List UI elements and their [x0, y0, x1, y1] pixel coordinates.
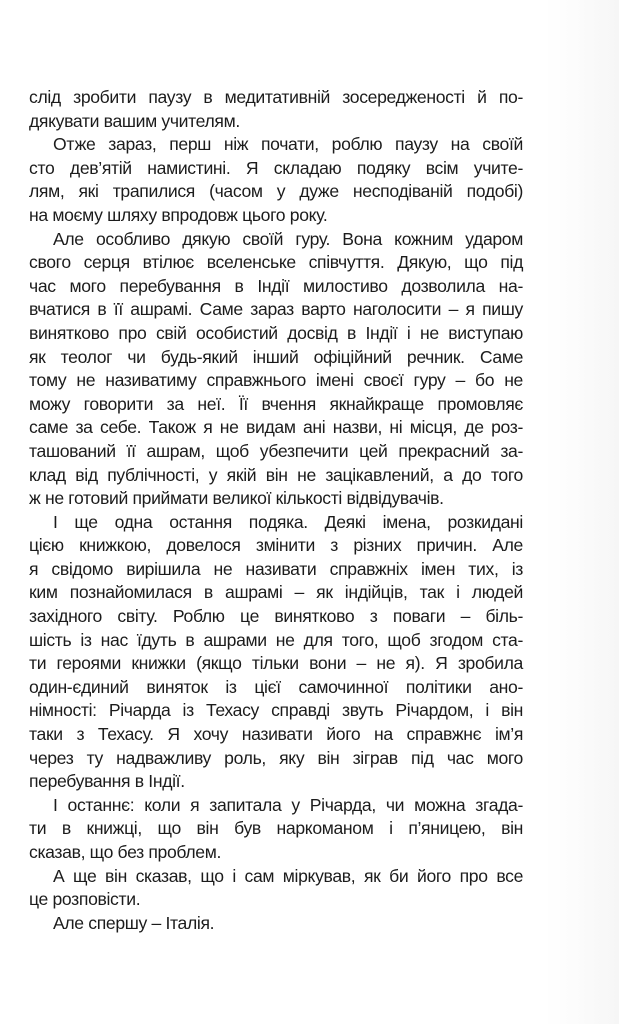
text-line: західного світу. Роблю це винятково з поваги – біль- [29, 606, 523, 627]
text-line: я свідомо вирішила не називати справжніх імен тих, із [29, 558, 523, 579]
text-line: тому не називатиму справжнього імені своєї гуру – бо не [29, 370, 523, 391]
text-line: ти героями книжки (якщо тільки вони – не я). Я зробила [29, 653, 523, 674]
text-line: саме за себе. Також я не видам ані назви, ні місця, де роз- [29, 417, 523, 438]
text-line: Отже зараз, перш ніж почати, роблю паузу на своїй [53, 134, 523, 155]
text-line: клад від публічності, у якій він не зацікавлений, а до того [29, 464, 523, 485]
text-line: І ще одна остання подяка. Деякі імена, розкидані [53, 511, 523, 532]
text-line: слід зробити паузу в медитативній зосередженості й по- [29, 87, 523, 107]
text-line: це розповісти. [29, 889, 141, 910]
text-line: через ту надважливу роль, яку він зіграв під час мого [29, 747, 523, 768]
text-line: свого серця втілює вселенське співчуття. Дякую, що під [29, 252, 523, 273]
text-line: дякувати вашим учителям. [29, 110, 240, 131]
text-line: таки з Техасу. Я хочу називати його на справжнє ім’я [29, 724, 523, 745]
text-line: І останнє: коли я запитала у Річарда, чи можна згада- [53, 794, 523, 815]
text-line: один-єдиний виняток із цієї самочинної політики ано- [29, 676, 523, 697]
text-line: Але спершу – Італія. [53, 912, 215, 933]
text-line: цією книжкою, довелося змінити з різних причин. Але [29, 535, 523, 556]
text-line: вчатися в її ашрамі. Саме зараз варто наголосити – я пишу [29, 299, 523, 320]
text-line: сто дев’ятій намистині. Я складаю подяку всім учите- [29, 157, 523, 178]
text-line: ж не готовий приймати великої кількості відвідувачів. [29, 488, 444, 509]
text-line: винятково про свій особистий досвід в Індії і не виступаю [29, 322, 523, 343]
page-body-text [29, 86, 523, 935]
text-line: Але особливо дякую своїй гуру. Вона кожним ударом [53, 228, 523, 249]
text-line: лям, які трапилися (часом у дуже несподіваній подобі) [29, 181, 523, 202]
text-line: сказав, що без проблем. [29, 842, 221, 862]
text-line: перебування в Індії. [29, 771, 185, 792]
text-line: німності: Річарда із Техасу справді звуть Річардом, і він [29, 700, 523, 721]
text-line: ким познайомилася в ашрамі – як індійців, так і людей [29, 582, 523, 603]
text-line: на моєму шляху впродовж цього року. [29, 204, 328, 225]
text-line: можу говорити за неї. Її вчення якнайкраще промовляє [29, 393, 523, 414]
text-line: час мого перебування в Індії милостиво дозволила на- [29, 275, 523, 296]
text-line: шість із нас їдуть в ашрами не для того, щоб згодом ста- [29, 629, 523, 650]
text-line: ти в книжці, що він був наркоманом і п’яницею, він [29, 818, 523, 839]
text-line: ташований її ашрам, щоб убезпечити цей прекрасний за- [29, 440, 523, 461]
text-line: як теолог чи будь-який інший офіційний речник. Саме [29, 346, 523, 367]
text-line: А ще він сказав, що і сам міркував, як би його про все [53, 865, 523, 886]
